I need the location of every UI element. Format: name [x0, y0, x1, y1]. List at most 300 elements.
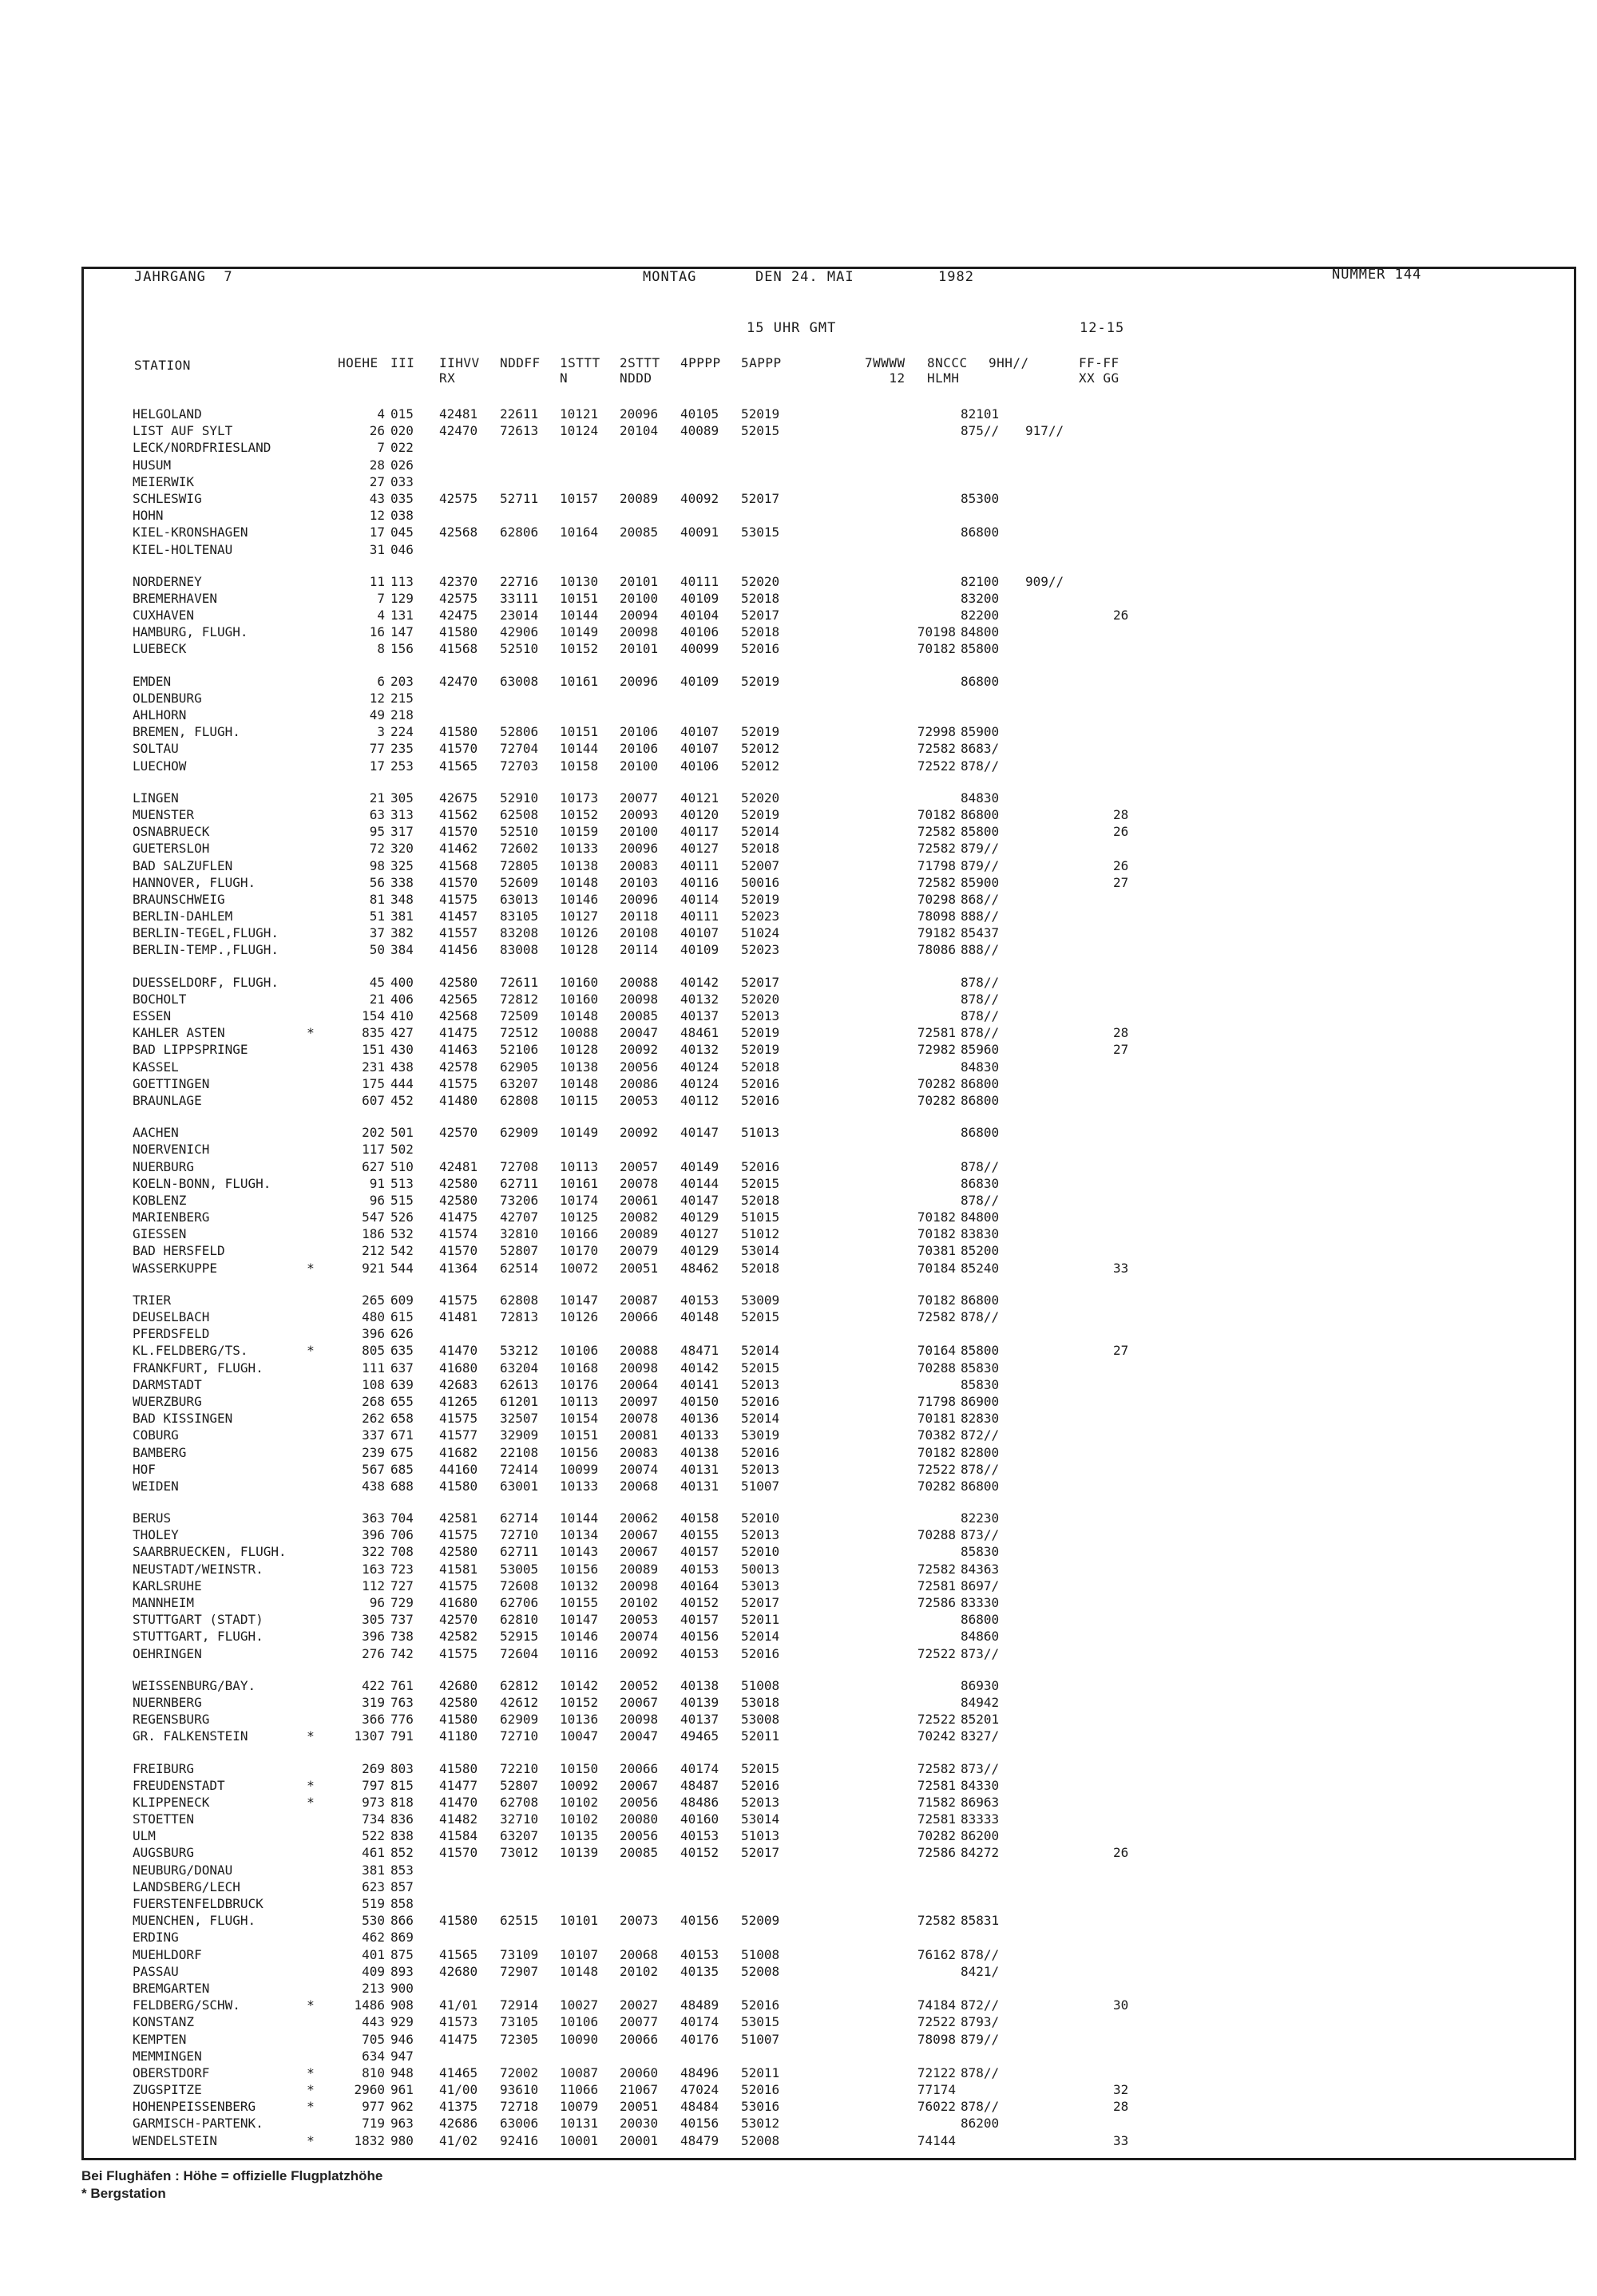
- group-7wwww: 79182: [917, 925, 956, 941]
- group-2sttt: 20096: [620, 891, 659, 907]
- group-nddff: 62508: [500, 806, 539, 822]
- station-name: KIEL-KRONSHAGEN: [133, 525, 248, 540]
- station-name: KARLSRUHE: [133, 1578, 202, 1593]
- group-nddff: 72718: [500, 2099, 539, 2115]
- table-row: [133, 1827, 1171, 1844]
- station-number: 410: [390, 1008, 414, 1023]
- station-number: 313: [390, 806, 414, 822]
- group-2sttt: 20096: [620, 406, 659, 422]
- group-8nccc: 82830: [961, 1411, 1000, 1427]
- group-nddff: 23014: [500, 608, 539, 623]
- group-8nccc: 86800: [961, 1075, 1000, 1091]
- station-name: OEHRINGEN: [133, 1645, 202, 1661]
- group-1sttt: 10072: [560, 1260, 599, 1276]
- group-1sttt: 10161: [560, 1175, 599, 1191]
- col-station: STATION: [134, 358, 191, 373]
- station-name: BREMERHAVEN: [133, 590, 217, 606]
- station-number: 147: [390, 624, 414, 640]
- group-4pppp: 40111: [680, 909, 719, 924]
- station-number: 438: [390, 1059, 414, 1075]
- group-4pppp: 40138: [680, 1677, 719, 1693]
- station-height: 262: [362, 1411, 385, 1427]
- station-name: OLDENBURG: [133, 690, 202, 706]
- station-number: 033: [390, 473, 414, 489]
- group-4pppp: 40107: [680, 925, 719, 941]
- group-ffff: 26: [1113, 857, 1129, 873]
- station-name: LIST AUF SYLT: [133, 423, 233, 439]
- group-iihvv: 41462: [439, 841, 478, 857]
- group-iihvv: 41580: [439, 1913, 478, 1929]
- group-1sttt: 10147: [560, 1612, 599, 1628]
- group-spacer: [133, 959, 1171, 974]
- group-1sttt: 10174: [560, 1192, 599, 1208]
- station-name: KOELN-BONN, FLUGH.: [133, 1175, 271, 1191]
- station-name: DARMSTADT: [133, 1376, 202, 1392]
- table-row: [133, 1209, 1171, 1225]
- group-5appp: 52008: [741, 1963, 780, 1979]
- group-5appp: 52015: [741, 1175, 780, 1191]
- group-2sttt: 20088: [620, 974, 659, 990]
- group-iihvv: 41577: [439, 1427, 478, 1443]
- station-name: HUSUM: [133, 457, 172, 473]
- table-row: [133, 2098, 1171, 2115]
- group-iihvv: 41470: [439, 1343, 478, 1359]
- group-4pppp: 40155: [680, 1527, 719, 1543]
- group-2sttt: 20079: [620, 1243, 659, 1259]
- group-5appp: 51024: [741, 925, 780, 941]
- group-iihvv: 41575: [439, 1075, 478, 1091]
- mountain-station-mark: *: [307, 2064, 315, 2080]
- group-2sttt: 20077: [620, 2014, 659, 2030]
- group-1sttt: 10166: [560, 1226, 599, 1242]
- group-4pppp: 40150: [680, 1393, 719, 1409]
- group-5appp: 52018: [741, 1059, 780, 1075]
- group-iihvv: 42683: [439, 1376, 478, 1392]
- station-height: 108: [362, 1376, 385, 1392]
- group-5appp: 52020: [741, 991, 780, 1007]
- station-number: 609: [390, 1292, 414, 1308]
- group-iihvv: 41470: [439, 1794, 478, 1810]
- group-5appp: 53018: [741, 1694, 780, 1710]
- group-7wwww: 72998: [917, 724, 956, 740]
- group-nddff: 52807: [500, 1777, 539, 1793]
- station-height: 462: [362, 1930, 385, 1946]
- observation-time: 15 UHR GMT: [747, 320, 837, 336]
- group-5appp: 52014: [741, 1629, 780, 1645]
- station-name: MUEHLDORF: [133, 1946, 202, 1962]
- station-height: 443: [362, 2014, 385, 2030]
- table-row: [133, 1561, 1171, 1578]
- group-1sttt: 10134: [560, 1527, 599, 1543]
- station-name: BAD HERSFELD: [133, 1243, 225, 1259]
- group-2sttt: 20104: [620, 423, 659, 439]
- group-iihvv: 41568: [439, 641, 478, 657]
- station-number: 961: [390, 2082, 414, 2098]
- group-2sttt: 20085: [620, 1845, 659, 1861]
- station-height: 567: [362, 1461, 385, 1477]
- table-row: [133, 1980, 1171, 1997]
- station-name: COBURG: [133, 1427, 179, 1443]
- station-number: 948: [390, 2064, 414, 2080]
- station-name: EMDEN: [133, 673, 172, 689]
- group-iihvv: 41364: [439, 1260, 478, 1276]
- group-5appp: 52011: [741, 1728, 780, 1744]
- group-2sttt: 20051: [620, 2099, 659, 2115]
- station-name: FELDBERG/SCHW.: [133, 1997, 240, 2013]
- group-4pppp: 40174: [680, 2014, 719, 2030]
- station-name: ERDING: [133, 1930, 179, 1946]
- table-row: [133, 1141, 1171, 1158]
- group-2sttt: 20067: [620, 1527, 659, 1543]
- station-number: 384: [390, 942, 414, 958]
- group-1sttt: 10027: [560, 1997, 599, 2013]
- group-nddff: 63204: [500, 1360, 539, 1376]
- group-iihvv: 41562: [439, 806, 478, 822]
- station-height: 7: [377, 590, 385, 606]
- group-2sttt: 20098: [620, 1712, 659, 1728]
- group-4pppp: 40092: [680, 490, 719, 506]
- table-row: [133, 1677, 1171, 1694]
- group-8nccc: 82800: [961, 1444, 1000, 1460]
- station-name: ESSEN: [133, 1008, 172, 1023]
- station-number: 727: [390, 1578, 414, 1593]
- group-2sttt: 20074: [620, 1461, 659, 1477]
- station-name: WUERZBURG: [133, 1393, 202, 1409]
- table-row: [133, 1461, 1171, 1478]
- group-nddff: 52806: [500, 724, 539, 740]
- table-row: [133, 1075, 1171, 1092]
- group-7wwww: 72982: [917, 1042, 956, 1058]
- group-7wwww: 71798: [917, 857, 956, 873]
- table-row: [133, 1158, 1171, 1175]
- group-nddff: 73105: [500, 2014, 539, 2030]
- station-number: 791: [390, 1728, 414, 1744]
- group-7wwww: 70242: [917, 1728, 956, 1744]
- group-4pppp: 40144: [680, 1175, 719, 1191]
- group-2sttt: 20097: [620, 1393, 659, 1409]
- station-number: 224: [390, 724, 414, 740]
- station-height: 805: [362, 1343, 385, 1359]
- group-1sttt: 10156: [560, 1444, 599, 1460]
- group-5appp: 53016: [741, 2099, 780, 2115]
- group-nddff: 32710: [500, 1811, 539, 1827]
- group-8nccc: 873//: [961, 1760, 1000, 1776]
- group-ffff: 26: [1113, 824, 1129, 840]
- station-name: HAMBURG, FLUGH.: [133, 624, 248, 640]
- group-2sttt: 20085: [620, 1008, 659, 1023]
- group-1sttt: 10144: [560, 1510, 599, 1526]
- group-1sttt: 10158: [560, 758, 599, 774]
- station-height: 2960: [354, 2082, 385, 2098]
- group-iihvv: 41682: [439, 1444, 478, 1460]
- station-height: 381: [362, 1862, 385, 1878]
- table-row: [133, 1007, 1171, 1024]
- group-nddff: 62909: [500, 1712, 539, 1728]
- table-row: [133, 1578, 1171, 1594]
- table-row: [133, 840, 1171, 857]
- station-number: 626: [390, 1326, 414, 1342]
- group-iihvv: 41570: [439, 1243, 478, 1259]
- station-height: 422: [362, 1677, 385, 1693]
- group-7wwww: 72522: [917, 1461, 956, 1477]
- group-5appp: 52016: [741, 1444, 780, 1460]
- group-nddff: 93610: [500, 2082, 539, 2098]
- group-4pppp: 48462: [680, 1260, 719, 1276]
- station-name: KEMPTEN: [133, 2031, 187, 2047]
- group-nddff: 62708: [500, 1794, 539, 1810]
- table-row: [133, 707, 1171, 723]
- group-8nccc: 84830: [961, 1059, 1000, 1075]
- group-1sttt: 10146: [560, 1629, 599, 1645]
- group-1sttt: 10155: [560, 1595, 599, 1610]
- group-4pppp: 47024: [680, 2082, 719, 2098]
- station-name: OSNABRUECK: [133, 824, 210, 840]
- station-number: 513: [390, 1175, 414, 1191]
- group-2sttt: 20066: [620, 1309, 659, 1324]
- group-4pppp: 40152: [680, 1595, 719, 1610]
- group-2sttt: 21067: [620, 2082, 659, 2098]
- group-4pppp: 48484: [680, 2099, 719, 2115]
- station-name: BREMEN, FLUGH.: [133, 724, 240, 740]
- group-4pppp: 40153: [680, 1946, 719, 1962]
- station-height: 4: [377, 406, 385, 422]
- group-2sttt: 20068: [620, 1478, 659, 1494]
- station-height: 49: [369, 707, 385, 722]
- station-height: 734: [362, 1811, 385, 1827]
- station-number: 131: [390, 608, 414, 623]
- station-height: 366: [362, 1712, 385, 1728]
- station-name: KL.FELDBERG/TS.: [133, 1343, 248, 1359]
- station-name: HOHENPEISSENBERG: [133, 2099, 256, 2115]
- group-1sttt: 10152: [560, 806, 599, 822]
- group-nddff: 53005: [500, 1561, 539, 1577]
- group-1sttt: 10164: [560, 525, 599, 540]
- group-5appp: 52016: [741, 1645, 780, 1661]
- station-height: 151: [362, 1042, 385, 1058]
- group-iihvv: 42481: [439, 406, 478, 422]
- group-2sttt: 20083: [620, 857, 659, 873]
- group-spacer: [133, 1494, 1171, 1510]
- table-row: [133, 1059, 1171, 1075]
- group-8nccc: 8697/: [961, 1578, 1000, 1593]
- group-7wwww: 78086: [917, 942, 956, 958]
- table-row: [133, 2048, 1171, 2064]
- group-8nccc: 888//: [961, 942, 1000, 958]
- group-5appp: 52012: [741, 741, 780, 757]
- station-number: 615: [390, 1309, 414, 1324]
- table-row: [133, 1777, 1171, 1794]
- group-iihvv: 41574: [439, 1226, 478, 1242]
- table-row: [133, 1711, 1171, 1728]
- group-4pppp: 40116: [680, 874, 719, 890]
- station-name: MEMMINGEN: [133, 2048, 202, 2064]
- table-row: [133, 457, 1171, 473]
- station-height: 7: [377, 440, 385, 456]
- group-nddff: 52609: [500, 874, 539, 890]
- table-row: [133, 891, 1171, 908]
- station-height: 3: [377, 724, 385, 740]
- group-7wwww: 78098: [917, 909, 956, 924]
- group-8nccc: 82200: [961, 608, 1000, 623]
- table-row: [133, 1811, 1171, 1827]
- table-row: [133, 640, 1171, 657]
- station-height: 231: [362, 1059, 385, 1075]
- group-2sttt: 20102: [620, 1963, 659, 1979]
- group-2sttt: 20057: [620, 1158, 659, 1174]
- group-2sttt: 20061: [620, 1192, 659, 1208]
- station-name: BAD KISSINGEN: [133, 1411, 233, 1427]
- station-height: 72: [369, 841, 385, 857]
- group-iihvv: 41581: [439, 1561, 478, 1577]
- group-nddff: 63006: [500, 2116, 539, 2132]
- group-5appp: 53014: [741, 1243, 780, 1259]
- group-2sttt: 20056: [620, 1794, 659, 1810]
- table-row: [133, 1292, 1171, 1308]
- group-2sttt: 20098: [620, 624, 659, 640]
- group-iihvv: 42481: [439, 1158, 478, 1174]
- station-height: 319: [362, 1694, 385, 1710]
- group-4pppp: 40138: [680, 1444, 719, 1460]
- station-name: KAHLER ASTEN: [133, 1025, 225, 1041]
- station-name: FRANKFURT, FLUGH.: [133, 1360, 264, 1376]
- station-number: 639: [390, 1376, 414, 1392]
- group-5appp: 52010: [741, 1544, 780, 1560]
- group-7wwww: 70181: [917, 1411, 956, 1427]
- group-2sttt: 20056: [620, 1059, 659, 1075]
- group-2sttt: 20081: [620, 1427, 659, 1443]
- table-row: [133, 1594, 1171, 1611]
- mountain-station-mark: *: [307, 1794, 315, 1810]
- table-row: [133, 2081, 1171, 2098]
- group-7wwww: 72581: [917, 1811, 956, 1827]
- group-1sttt: 10087: [560, 2064, 599, 2080]
- station-height: 239: [362, 1444, 385, 1460]
- group-5appp: 52017: [741, 974, 780, 990]
- group-2sttt: 20047: [620, 1728, 659, 1744]
- table-row: [133, 2115, 1171, 2132]
- station-number: 542: [390, 1243, 414, 1259]
- group-1sttt: 10133: [560, 841, 599, 857]
- group-iihvv: 41477: [439, 1777, 478, 1793]
- table-row: [133, 573, 1171, 590]
- group-nddff: 61201: [500, 1393, 539, 1409]
- group-8nccc: 83200: [961, 590, 1000, 606]
- group-iihvv: 41573: [439, 2014, 478, 2030]
- group-nddff: 52807: [500, 1243, 539, 1259]
- station-number: 838: [390, 1828, 414, 1844]
- group-nddff: 72604: [500, 1645, 539, 1661]
- group-spacer: [133, 1109, 1171, 1124]
- group-2sttt: 20047: [620, 1025, 659, 1041]
- group-4pppp: 40124: [680, 1075, 719, 1091]
- group-4pppp: 40111: [680, 573, 719, 589]
- group-nddff: 63008: [500, 673, 539, 689]
- station-name: LECK/NORDFRIESLAND: [133, 440, 271, 456]
- station-height: 530: [362, 1913, 385, 1929]
- group-4pppp: 40156: [680, 1629, 719, 1645]
- group-4pppp: 40132: [680, 1042, 719, 1058]
- table-row: [133, 473, 1171, 490]
- group-2sttt: 20098: [620, 1360, 659, 1376]
- group-nddff: 72704: [500, 741, 539, 757]
- group-nddff: 72414: [500, 1461, 539, 1477]
- group-iihvv: 42575: [439, 590, 478, 606]
- table-row: [133, 1526, 1171, 1543]
- group-1sttt: 10138: [560, 1059, 599, 1075]
- table-row: [133, 1308, 1171, 1325]
- station-number: 215: [390, 690, 414, 706]
- station-name: SOLTAU: [133, 741, 179, 757]
- station-height: 27: [369, 473, 385, 489]
- group-nddff: 72703: [500, 758, 539, 774]
- station-name: MUENSTER: [133, 806, 195, 822]
- group-7wwww: 70381: [917, 1243, 956, 1259]
- station-name: GARMISCH-PARTENK.: [133, 2116, 264, 2132]
- station-name: BERLIN-TEGEL,FLUGH.: [133, 925, 279, 941]
- group-8nccc: 85830: [961, 1360, 1000, 1376]
- group-ffff: 33: [1113, 2132, 1129, 2148]
- group-8nccc: 878//: [961, 1158, 1000, 1174]
- group-2sttt: 20098: [620, 991, 659, 1007]
- station-name: WEIDEN: [133, 1478, 179, 1494]
- station-number: 866: [390, 1913, 414, 1929]
- group-1sttt: 10151: [560, 590, 599, 606]
- group-2sttt: 20077: [620, 790, 659, 806]
- group-2sttt: 20066: [620, 1760, 659, 1776]
- group-4pppp: 40111: [680, 857, 719, 873]
- group-7wwww: 70288: [917, 1360, 956, 1376]
- group-4pppp: 40127: [680, 1226, 719, 1242]
- group-8nccc: 878//: [961, 991, 1000, 1007]
- group-8nccc: 85437: [961, 925, 1000, 941]
- group-8nccc: 878//: [961, 2064, 1000, 2080]
- table-row: [133, 439, 1171, 456]
- group-5appp: 52019: [741, 724, 780, 740]
- group-iihvv: 42580: [439, 1192, 478, 1208]
- group-7wwww: 70382: [917, 1427, 956, 1443]
- group-1sttt: 10148: [560, 1963, 599, 1979]
- group-1sttt: 10135: [560, 1828, 599, 1844]
- group-4pppp: 40148: [680, 1309, 719, 1324]
- col-nddff: NDDFF: [500, 355, 541, 370]
- station-height: 63: [369, 806, 385, 822]
- group-5appp: 50016: [741, 874, 780, 890]
- col-5appp: 5APPP: [741, 355, 782, 370]
- group-2sttt: 20092: [620, 1042, 659, 1058]
- group-8nccc: 84800: [961, 1209, 1000, 1225]
- station-number: 776: [390, 1712, 414, 1728]
- station-number: 156: [390, 641, 414, 657]
- group-4pppp: 48487: [680, 1777, 719, 1793]
- group-1sttt: 10113: [560, 1158, 599, 1174]
- group-4pppp: 40107: [680, 724, 719, 740]
- group-5appp: 52019: [741, 806, 780, 822]
- station-height: 111: [362, 1360, 385, 1376]
- group-8nccc: 86930: [961, 1677, 1000, 1693]
- station-height: 202: [362, 1125, 385, 1141]
- station-height: 112: [362, 1578, 385, 1593]
- group-8nccc: 8793/: [961, 2014, 1000, 2030]
- group-8nccc: 82100: [961, 573, 1000, 589]
- group-8nccc: 85800: [961, 824, 1000, 840]
- col-7wwww: 7WWWW 12: [865, 355, 905, 386]
- group-8nccc: 85200: [961, 1243, 1000, 1259]
- col-8nccc: 8NCCC HLMH: [927, 355, 968, 386]
- station-number: 658: [390, 1411, 414, 1427]
- group-8nccc: 86800: [961, 1292, 1000, 1308]
- group-2sttt: 20068: [620, 1946, 659, 1962]
- group-1sttt: 10146: [560, 891, 599, 907]
